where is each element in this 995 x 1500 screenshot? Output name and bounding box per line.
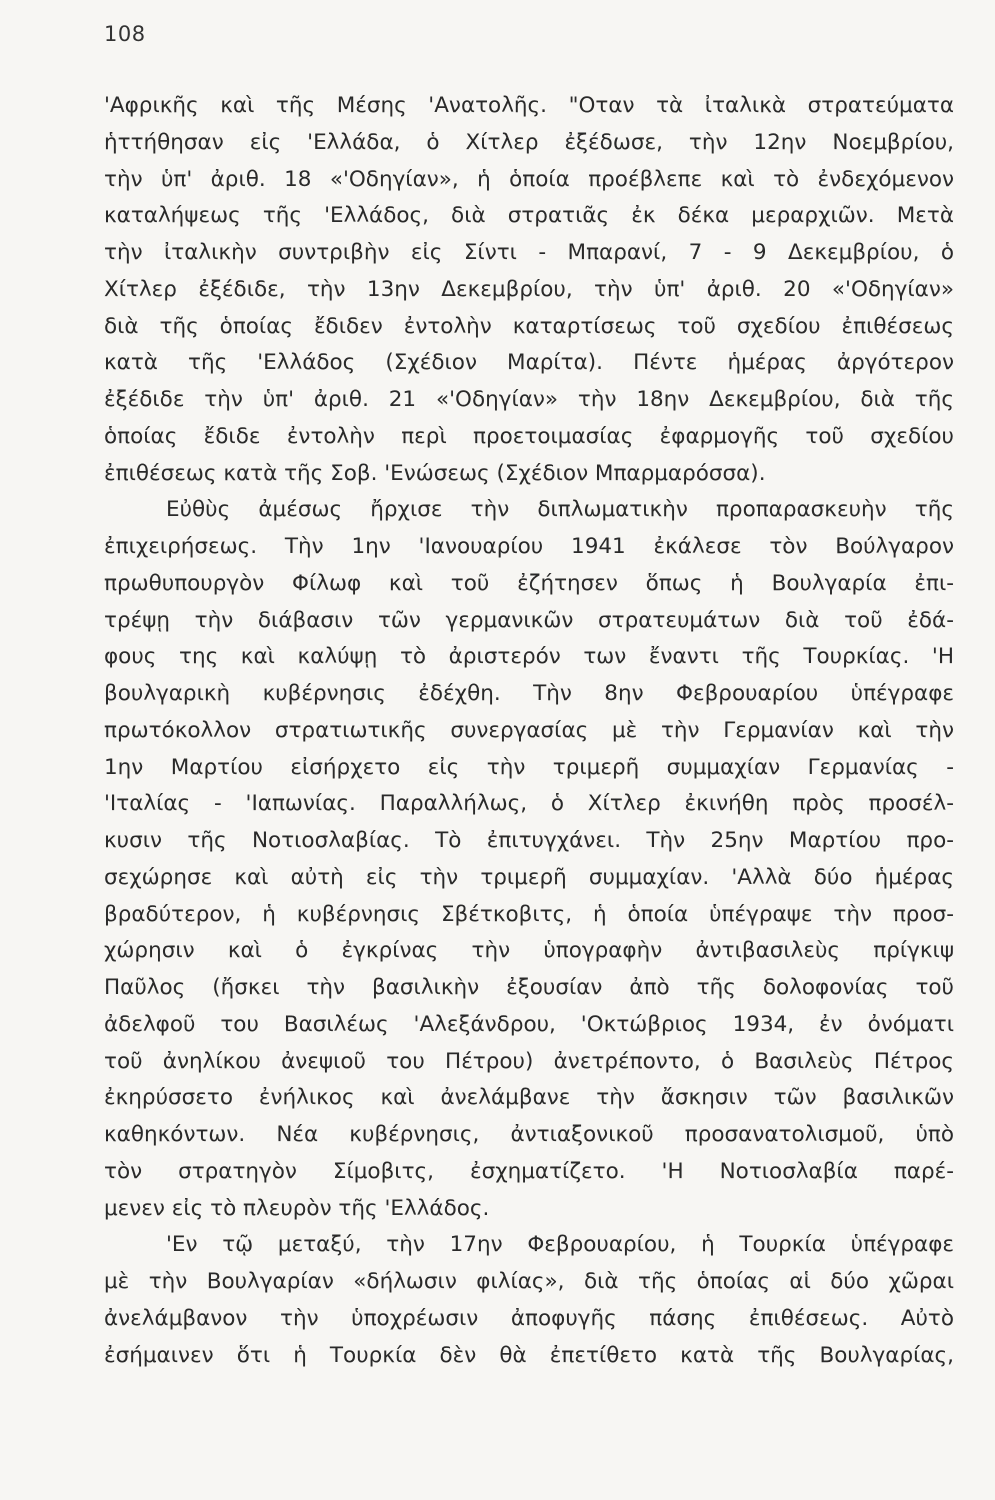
text-line: πρωτόκολλον στρατιωτικῆς συνεργασίας μὲ τὴν Γερμανίαν καὶ τὴν bbox=[104, 717, 954, 743]
text-line: ἐπιθέσεως κατὰ τῆς Σοβ. 'Ενώσεως (Σχέδιον Μπαρμαρόσσα). bbox=[104, 460, 766, 486]
text-line: τὸν στρατηγὸν Σίμοβιτς, ἐσχηματίζετο. 'Η Νοτιοσλαβία παρέ- bbox=[104, 1158, 954, 1184]
page-number: 108 bbox=[104, 22, 146, 46]
text-line: μὲ τὴν Βουλγαρίαν «δήλωσιν φιλίας», διὰ τῆς ὁποίας αἱ δύο χῶραι bbox=[104, 1269, 954, 1294]
text-line: Παῦλος (ἤσκει τὴν βασιλικὴν ἐξουσίαν ἀπὸ τῆς δολοφονίας τοῦ bbox=[104, 975, 954, 1000]
text-line: τὴν ἰταλικὴν συντριβὴν εἰς Σίντι - Μπαρανί, 7 - 9 Δεκεμβρίου, ὁ bbox=[104, 240, 954, 265]
text-line: 1ην Μαρτίου εἰσήρχετο εἰς τὴν τριμερῆ συμμαχίαν Γερμανίας - bbox=[104, 754, 954, 780]
text-line: τρέψῃ τὴν διάβασιν τῶν γερμανικῶν στρατευμάτων διὰ τοῦ ἐδά- bbox=[104, 607, 954, 633]
text-line: 'Εν τῷ μεταξύ, τὴν 17ην Φεβρουαρίου, ἡ Τουρκία ὑπέγραφε bbox=[166, 1232, 954, 1258]
paragraph-1 bbox=[104, 88, 954, 492]
text-line: ἀδελφοῦ του Βασιλέως 'Αλεξάνδρου, 'Οκτώβριος 1934, ἐν ὀνόματι bbox=[104, 1011, 954, 1037]
text-line: ἐπιχειρήσεως. Τὴν 1ην 'Ιανουαρίου 1941 ἐκάλεσε τὸν Βούλγαρον bbox=[104, 534, 954, 559]
text-line: σεχώρησε καὶ αὐτὴ εἰς τὴν τριμερῆ συμμαχίαν. 'Αλλὰ δύο ἡμέρας bbox=[104, 864, 954, 890]
paragraph-2 bbox=[104, 492, 954, 1227]
text-line: χώρησιν καὶ ὁ ἐγκρίνας τὴν ὑπογραφὴν ἀντιβασιλεὺς πρίγκιψ bbox=[104, 938, 954, 964]
text-line: βραδύτερον, ἡ κυβέρνησις Σβέτκοβιτς, ἡ ὁποία ὑπέγραψε τὴν προσ- bbox=[104, 901, 954, 927]
text-line: πρωθυπουργὸν Φίλωφ καὶ τοῦ ἐζήτησεν ὅπως ἡ Βουλγαρία ἐπι- bbox=[104, 570, 954, 596]
text-line: διὰ τῆς ὁποίας ἔδιδεν ἐντολὴν καταρτίσεως τοῦ σχεδίου ἐπιθέσεως bbox=[104, 313, 954, 339]
text-line: ἐξέδιδε τὴν ὑπ' ἀριθ. 21 «'Οδηγίαν» τὴν 18ην Δεκεμβρίου, διὰ τῆς bbox=[104, 387, 954, 412]
text-line: Χίτλερ ἐξέδιδε, τὴν 13ην Δεκεμβρίου, τὴν ὑπ' ἀριθ. 20 «'Οδηγίαν» bbox=[104, 276, 954, 302]
text-line: 'Ιταλίας - 'Ιαπωνίας. Παραλλήλως, ὁ Χίτλερ ἐκινήθη πρὸς προσέλ- bbox=[104, 791, 954, 817]
paragraph-3 bbox=[104, 1227, 954, 1374]
text-line: τοῦ ἀνηλίκου ἀνεψιοῦ του Πέτρου) ἀνετρέποντο, ὁ Βασιλεὺς Πέτρος bbox=[104, 1048, 954, 1074]
body-text bbox=[104, 88, 954, 1374]
text-line: ὁποίας ἔδιδε ἐντολὴν περὶ προετοιμασίας ἐφαρμογῆς τοῦ σχεδίου bbox=[104, 423, 954, 449]
text-line: 'Αφρικῆς καὶ τῆς Μέσης 'Ανατολῆς. "Οταν τὰ ἰταλικὰ στρατεύματα bbox=[104, 93, 954, 118]
text-line: βουλγαρικὴ κυβέρνησις ἐδέχθη. Τὴν 8ην Φεβρουαρίου ὑπέγραφε bbox=[104, 681, 954, 706]
text-line: καταλήψεως τῆς 'Ελλάδος, διὰ στρατιᾶς ἐκ δέκα μεραρχιῶν. Μετὰ bbox=[104, 203, 954, 229]
text-line: φους της καὶ καλύψῃ τὸ ἀριστερόν των ἔναντι τῆς Τουρκίας. 'Η bbox=[104, 644, 954, 670]
text-line: μενεν εἰς τὸ πλευρὸν τῆς 'Ελλάδος. bbox=[104, 1195, 490, 1221]
text-line: κυσιν τῆς Νοτιοσλαβίας. Τὸ ἐπιτυγχάνει. Τὴν 25ην Μαρτίου προ- bbox=[104, 828, 954, 853]
text-line: Εὐθὺς ἀμέσως ἤρχισε τὴν διπλωματικὴν προπαρασκευὴν τῆς bbox=[166, 497, 954, 523]
text-line: τὴν ὑπ' ἀριθ. 18 «'Οδηγίαν», ἡ ὁποία προέβλεπε καὶ τὸ ἐνδεχόμενον bbox=[104, 166, 954, 192]
text-line: ἡττήθησαν εἰς 'Ελλάδα, ὁ Χίτλερ ἐξέδωσε, τὴν 12ην Νοεμβρίου, bbox=[104, 129, 954, 155]
text-line: καθηκόντων. Νέα κυβέρνησις, ἀντιαξονικοῦ προσανατολισμοῦ, ὑπὸ bbox=[104, 1122, 954, 1147]
text-line: ἐκηρύσσετο ἐνήλικος καὶ ἀνελάμβανε τὴν ἄσκησιν τῶν βασιλικῶν bbox=[104, 1085, 954, 1111]
text-line: ἐσήμαινεν ὅτι ἡ Τουρκία δὲν θὰ ἐπετίθετο κατὰ τῆς Βουλγαρίας, bbox=[104, 1342, 954, 1368]
text-line: κατὰ τῆς 'Ελλάδος (Σχέδιον Μαρίτα). Πέντε ἡμέρας ἀργότερον bbox=[104, 350, 954, 376]
text-line: ἀνελάμβανον τὴν ὑποχρέωσιν ἀποφυγῆς πάσης ἐπιθέσεως. Αὐτὸ bbox=[104, 1305, 954, 1331]
